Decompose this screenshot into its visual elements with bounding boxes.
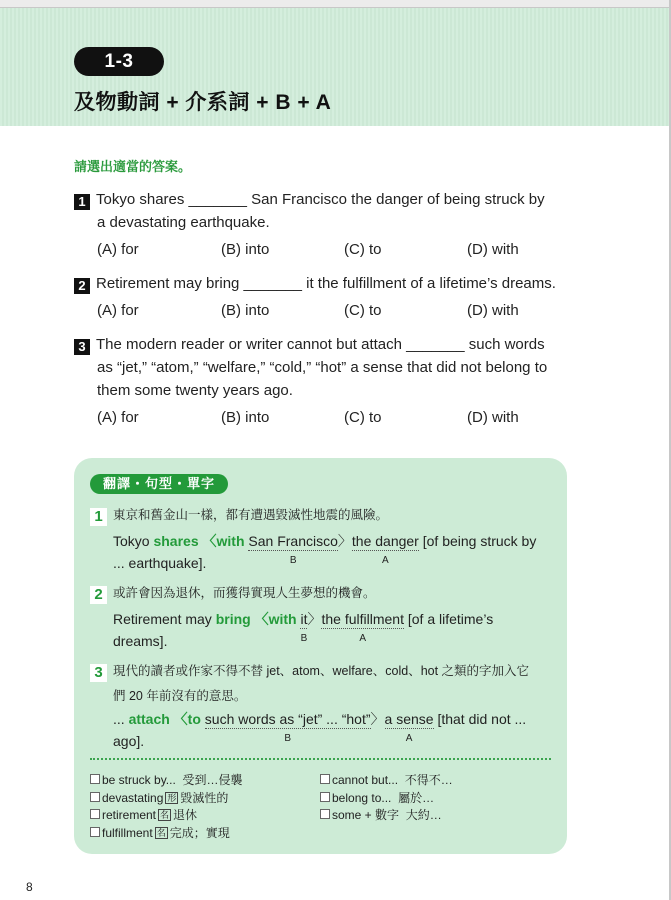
pattern-sentence xyxy=(90,708,560,752)
mark-b: B xyxy=(289,555,297,566)
vocab-list-left xyxy=(90,772,243,842)
vocab-item xyxy=(90,790,243,808)
option-a[interactable]: (A) for xyxy=(97,302,139,319)
object-a-text: a sense xyxy=(384,711,434,727)
pattern-sentence xyxy=(90,530,560,574)
pattern-sentence xyxy=(90,608,560,652)
instruction-text: 請選出適當的答案。 xyxy=(74,159,192,174)
question-text: The modern reader or writer cannot but attach _______ such words xyxy=(96,336,545,353)
object-b xyxy=(204,711,371,744)
checkbox-icon[interactable] xyxy=(90,827,100,837)
option-d[interactable]: (D) with xyxy=(467,302,519,319)
option-c[interactable]: (C) to xyxy=(344,241,382,258)
checkbox-icon[interactable] xyxy=(320,774,330,784)
item-number: 1 xyxy=(90,508,107,526)
bracket-close: 〉 xyxy=(370,711,385,727)
dotted-divider xyxy=(90,758,551,760)
question-2 xyxy=(74,272,594,322)
sentence-pre: Retirement may xyxy=(113,611,216,627)
options-row xyxy=(74,406,574,429)
object-a-text: the fulfillment xyxy=(321,611,404,627)
vocab-item xyxy=(320,807,453,825)
explanation-item-2 xyxy=(90,583,560,652)
mark-a: A xyxy=(359,633,367,644)
checkbox-icon[interactable] xyxy=(320,809,330,819)
translation-text: 現代的讀者或作家不得不替 jet、atom、welfare、cold、hot 之類的字加入它 xyxy=(113,664,530,678)
item-number: 2 xyxy=(90,586,107,604)
object-b-text: it xyxy=(300,611,308,627)
translation-text: 東京和舊金山一樣，都有遭遇毀滅性地震的風險。 xyxy=(113,508,389,522)
verb-highlight: attach xyxy=(128,711,170,727)
checkbox-icon[interactable] xyxy=(90,792,100,802)
option-d[interactable]: (D) with xyxy=(467,409,519,426)
vocab-meaning: 受到…侵襲 xyxy=(182,773,243,787)
question-3 xyxy=(74,333,574,429)
option-c[interactable]: (C) to xyxy=(344,409,382,426)
top-border xyxy=(0,0,671,8)
translation-text-line-2: 們 20 年前沒有的意思。 xyxy=(113,689,247,703)
question-text: Tokyo shares _______ San Francisco the danger of being struck by xyxy=(96,191,545,208)
translation-text: 或許會因為退休，而獲得實現人生夢想的機會。 xyxy=(113,586,376,600)
checkbox-icon[interactable] xyxy=(90,809,100,819)
option-b[interactable]: (B) into xyxy=(221,241,270,258)
object-a xyxy=(351,533,419,566)
vocab-meaning: 毀滅性的 xyxy=(180,790,229,805)
vocab-meaning: 大約… xyxy=(405,808,442,822)
question-number: 1 xyxy=(74,194,90,210)
vocab-list-right xyxy=(320,772,453,825)
sentence-pre: ... xyxy=(113,711,129,727)
sentence-line-2: ... earthquake]. xyxy=(113,555,207,571)
object-b xyxy=(248,533,338,566)
page-title: 及物動詞 + 介系詞 + B + A xyxy=(74,91,332,114)
question-number: 3 xyxy=(74,339,90,355)
option-a[interactable]: (A) for xyxy=(97,409,139,426)
vocab-meaning: 退休 xyxy=(173,808,198,822)
question-text: Retirement may bring _______ it the fulfillment of a lifetime’s dreams. xyxy=(96,275,556,292)
item-number: 3 xyxy=(90,664,107,682)
object-a xyxy=(321,611,404,644)
verb-highlight: shares xyxy=(153,533,199,549)
vocab-term: some + 數字 xyxy=(332,808,400,822)
question-text-line-3: them some twenty years ago. xyxy=(97,382,293,399)
sentence-rest: [of a lifetime’s xyxy=(403,611,494,627)
checkbox-icon[interactable] xyxy=(90,774,100,784)
option-b[interactable]: (B) into xyxy=(221,409,270,426)
part-of-speech: 名 xyxy=(160,810,170,820)
explanation-box xyxy=(74,458,567,854)
mark-a: A xyxy=(382,555,389,566)
sentence-rest: [that did not ... xyxy=(433,711,527,727)
sentence-line-2: ago]. xyxy=(113,733,145,749)
options-row xyxy=(74,238,574,261)
mark-b: B xyxy=(300,633,308,644)
prep-highlight: 〈with xyxy=(198,533,249,549)
vocab-term: devastating xyxy=(102,790,164,805)
sentence-rest: [of being struck by xyxy=(418,533,537,549)
sentence-line-2: dreams]. xyxy=(113,633,168,649)
question-1 xyxy=(74,188,574,261)
option-b[interactable]: (B) into xyxy=(221,302,270,319)
mark-a: A xyxy=(405,733,413,744)
vocab-item xyxy=(90,807,243,825)
option-a[interactable]: (A) for xyxy=(97,241,139,258)
part-of-speech: 名 xyxy=(156,827,166,838)
mark-b: B xyxy=(284,733,291,744)
question-number: 2 xyxy=(74,278,90,294)
object-b-text: San Francisco xyxy=(248,533,338,549)
vocab-term: fulfillment xyxy=(102,825,153,840)
options-row xyxy=(74,299,594,322)
vocab-meaning: 不得不… xyxy=(404,773,453,787)
explanation-item-3 xyxy=(90,661,560,752)
vocab-meaning: 完成；實現 xyxy=(169,825,230,840)
vocab-term: retirement xyxy=(102,808,157,822)
object-a-text: the danger xyxy=(351,533,419,549)
page-number: 8 xyxy=(26,880,33,894)
question-text-line-2: a devastating earthquake. xyxy=(97,214,270,231)
vocab-item xyxy=(90,772,243,790)
object-b-text: such words as “jet” ... “hot” xyxy=(204,711,371,727)
vocab-term: cannot but... xyxy=(332,773,399,787)
vocab-item xyxy=(90,825,243,843)
vocab-term: belong to... xyxy=(332,790,392,805)
prep-highlight: 〈with xyxy=(250,611,301,627)
object-b xyxy=(300,611,308,644)
vocab-meaning: 屬於… xyxy=(398,790,435,805)
explanation-item-1 xyxy=(90,505,560,574)
prep-highlight: 〈to xyxy=(169,711,205,727)
option-c[interactable]: (C) to xyxy=(344,302,382,319)
verb-highlight: bring xyxy=(215,611,251,627)
vocab-item xyxy=(320,790,453,808)
explanation-tag: 翻譯・句型・單字 xyxy=(90,474,228,494)
sentence-pre: Tokyo xyxy=(113,533,154,549)
bracket-close: 〉 xyxy=(337,533,352,549)
vocab-item xyxy=(320,772,453,790)
checkbox-icon[interactable] xyxy=(320,792,330,802)
section-badge: 1-3 xyxy=(74,47,164,76)
vocab-term: be struck by... xyxy=(102,773,176,787)
question-text-line-2: as “jet,” “atom,” “welfare,” “cold,” “hot” a sense that did not belong to xyxy=(97,359,548,376)
object-a xyxy=(384,711,434,744)
bracket-close: 〉 xyxy=(307,611,322,627)
part-of-speech: 形 xyxy=(167,792,177,803)
option-d[interactable]: (D) with xyxy=(467,241,519,258)
